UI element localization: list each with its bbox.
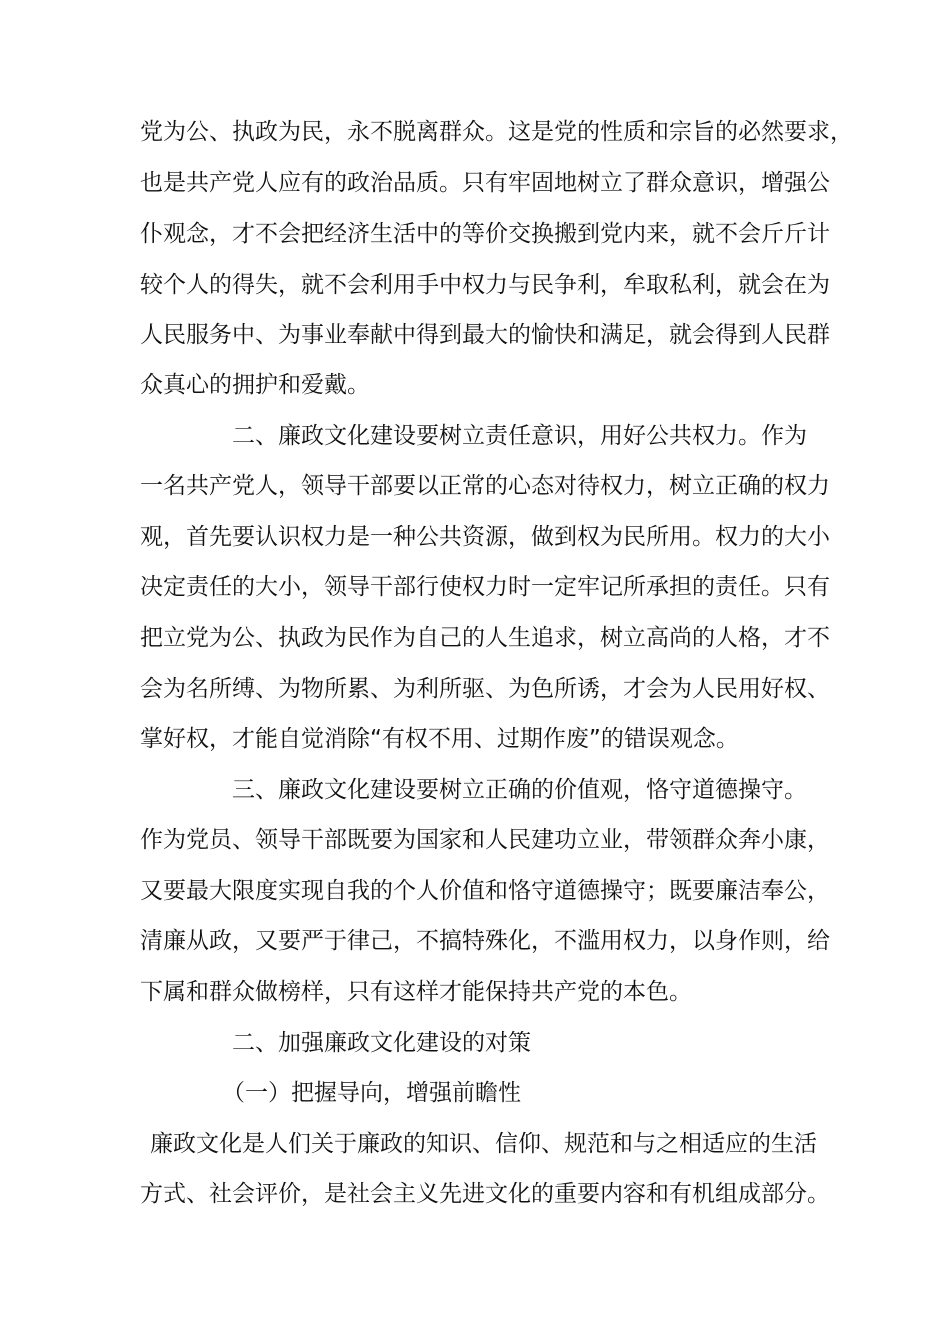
text-line: 会为名所缚、为物所累、为利所驱、为色所诱，才会为人民用好权、	[140, 676, 830, 702]
text-line: 党为公、执政为民，永不脱离群众。这是党的性质和宗旨的必然要求，	[140, 119, 853, 145]
text-line: 方式、社会评价，是社会主义先进文化的重要内容和有机组成部分。	[140, 1181, 830, 1207]
subsection-heading: （一）把握导向，增强前瞻性	[222, 1080, 521, 1106]
text-line: 较个人的得失，就不会利用手中权力与民争利，牟取私利，就会在为	[140, 272, 830, 298]
text-line: 众真心的拥护和爱戴。	[140, 372, 370, 398]
text-line: 人民服务中、为事业奉献中得到最大的愉快和满足，就会得到人民群	[140, 322, 830, 348]
text-line: 廉政文化是人们关于廉政的知识、信仰、规范和与之相适应的生活	[150, 1131, 817, 1157]
text-line: 仆观念，才不会把经济生活中的等价交换搬到党内来，就不会斤斤计	[140, 221, 830, 247]
text-line: 决定责任的大小，领导干部行使权力时一定牢记所承担的责任。只有	[140, 574, 830, 600]
text-line: 观，首先要认识权力是一种公共资源，做到权为民所用。权力的大小	[140, 524, 830, 550]
text-line: 一名共产党人，领导干部要以正常的心态对待权力，树立正确的权力	[140, 473, 830, 499]
text-line: 下属和群众做榜样，只有这样才能保持共产党的本色。	[140, 979, 692, 1005]
text-line: 也是共产党人应有的政治品质。只有牢固地树立了群众意识，增强公	[140, 170, 830, 196]
text-line: 作为党员、领导干部既要为国家和人民建功立业，带领群众奔小康，	[140, 827, 830, 853]
section-heading-two: 二、廉政文化建设要树立责任意识，用好公共权力。作为	[232, 423, 807, 449]
section-heading-countermeasures: 二、加强廉政文化建设的对策	[232, 1030, 531, 1056]
text-line: 掌好权，才能自觉消除“有权不用、过期作废”的错误观念。	[140, 726, 739, 752]
text-line: 把立党为公、执政为民作为自己的人生追求，树立高尚的人格，才不	[140, 625, 830, 651]
text-line: 清廉从政，又要严于律己，不搞特殊化，不滥用权力，以身作则，给	[140, 928, 830, 954]
section-heading-three: 三、廉政文化建设要树立正确的价值观，恪守道德操守。	[232, 777, 807, 803]
text-line: 又要最大限度实现自我的个人价值和恪守道德操守；既要廉洁奉公，	[140, 878, 830, 904]
